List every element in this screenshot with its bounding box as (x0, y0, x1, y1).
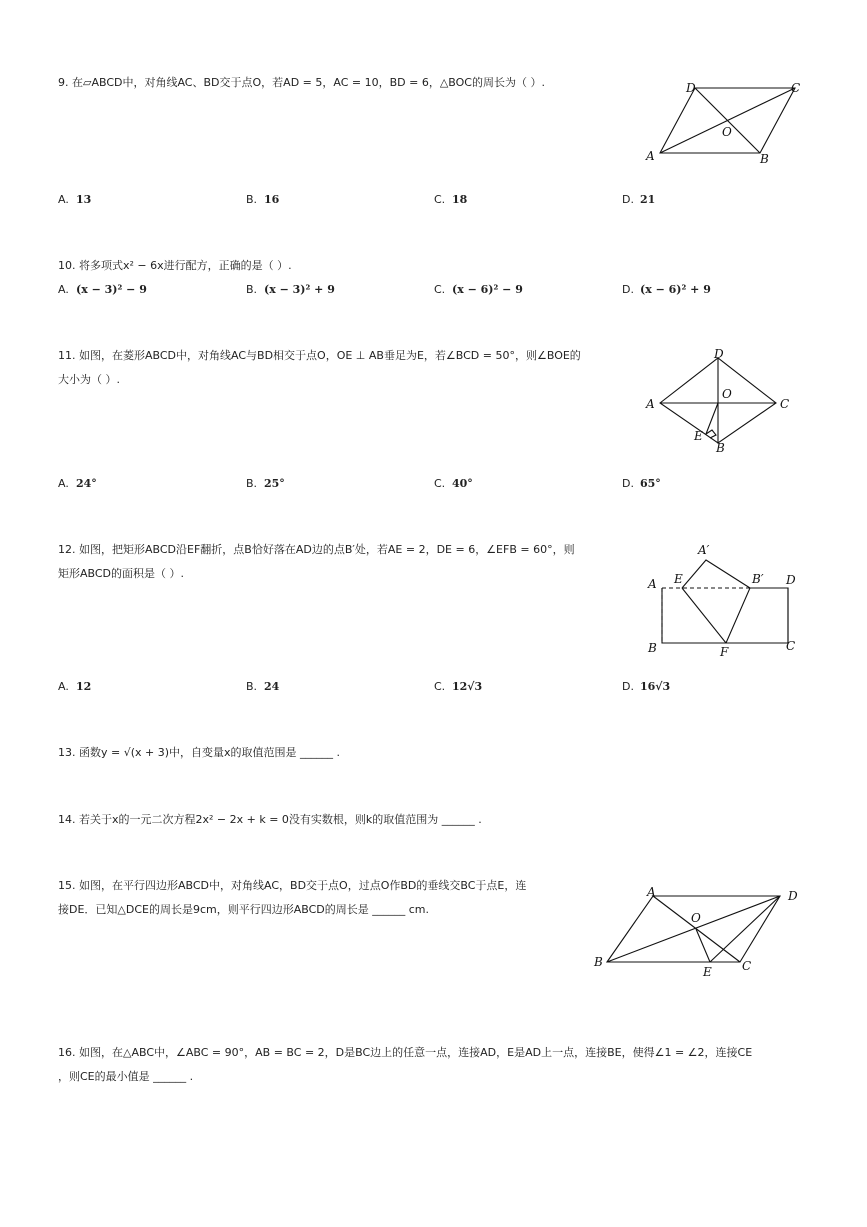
fig15-label-d: D (788, 889, 798, 903)
fig15-label-e: E (703, 965, 712, 979)
fig15-label-a: A (647, 885, 656, 899)
fig12-label-a: A (648, 577, 657, 591)
fig11-label-c: C (780, 397, 790, 411)
q11-option-c[interactable]: C. 40° (434, 477, 473, 490)
q10-option-d[interactable]: D. (x − 6)² + 9 (622, 283, 711, 296)
fig9-label-o: O (722, 125, 732, 139)
fig12-label-e: E (674, 572, 683, 586)
fig9-label-c: C (791, 81, 801, 95)
fig11-label-e: E (694, 429, 703, 443)
fig11-label-o: O (722, 387, 732, 401)
fig12-label-d: D (786, 573, 796, 587)
question-12-text-line1: 12. 如图，把矩形ABCD沿EF翻折，点B恰好落在AD边的点B′处，若AE = 2，DE = 6，∠EFB = 60°，则 (58, 543, 575, 556)
fig12-label-a-prime: A′ (698, 543, 710, 557)
q9-option-d[interactable]: D. 21 (622, 193, 656, 206)
fig12-label-b-prime: B′ (752, 572, 764, 586)
question-15-text-line1: 15. 如图，在平行四边形ABCD中，对角线AC，BD交于点O，过点O作BD的垂线交BC于点E，连 (58, 879, 527, 892)
q11-option-a[interactable]: A. 24° (58, 477, 97, 490)
question-11-text-line1: 11. 如图，在菱形ABCD中，对角线AC与BD相交于点O，OE ⊥ AB垂足为E，若∠BCD = 50°，则∠BOE的 (58, 349, 581, 362)
question-15-text-line2: 接DE．已知△DCE的周长是9cm，则平行四边形ABCD的周长是 ______ cm. (58, 903, 430, 916)
q11-option-b[interactable]: B. 25° (246, 477, 285, 490)
question-11-figure (640, 348, 815, 458)
question-12-figure (640, 540, 815, 660)
fig9-label-b: B (760, 152, 769, 166)
fig11-label-b: B (716, 441, 725, 455)
fig11-label-a: A (646, 397, 655, 411)
q9-option-c[interactable]: C. 18 (434, 193, 468, 206)
fig12-label-f: F (720, 645, 729, 659)
fig12-label-c: C (786, 639, 796, 653)
q10-option-a[interactable]: A. (x − 3)² − 9 (58, 283, 147, 296)
fig9-label-a: A (646, 149, 655, 163)
q11-option-d[interactable]: D. 65° (622, 477, 661, 490)
question-14-text: 14. 若关于x的一元二次方程2x² − 2x + k = 0没有实数根，则k的取值范围为 ______ . (58, 813, 482, 826)
q12-option-a[interactable]: A. 12 (58, 680, 92, 693)
fig15-label-b: B (594, 955, 603, 969)
q10-option-c[interactable]: C. (x − 6)² − 9 (434, 283, 523, 296)
question-16-text-line1: 16. 如图，在△ABC中，∠ABC = 90°，AB = BC = 2，D是BC边上的任意一点，连接AD，E是AD上一点，连接BE，使得∠1 = ∠2，连接CE (58, 1046, 753, 1059)
question-9-text: 9. 在▱ABCD中，对角线AC、BD交于点O，若AD = 5，AC = 10，BD = 6，△BOC的周长为（ ）. (58, 76, 545, 89)
fig15-label-c: C (742, 959, 752, 973)
q12-option-b[interactable]: B. 24 (246, 680, 280, 693)
q9-option-a[interactable]: A. 13 (58, 193, 92, 206)
question-16-text-line2: ，则CE的最小值是 ______ . (58, 1070, 194, 1083)
q9-option-b[interactable]: B. 16 (246, 193, 280, 206)
question-15-figure (590, 880, 810, 980)
fig11-label-d: D (714, 347, 724, 361)
q12-option-c[interactable]: C. 12√3 (434, 680, 483, 693)
question-12-text-line2: 矩形ABCD的面积是（ ）. (58, 567, 185, 580)
question-9-figure (640, 78, 815, 168)
question-11-text-line2: 大小为（ ）. (58, 373, 120, 386)
question-13-text: 13. 函数y = √(x + 3)中，自变量x的取值范围是 ______ . (58, 746, 341, 759)
fig9-label-d: D (686, 81, 696, 95)
fig12-label-b: B (648, 641, 657, 655)
q10-option-b[interactable]: B. (x − 3)² + 9 (246, 283, 335, 296)
fig15-label-o: O (691, 911, 701, 925)
q12-option-d[interactable]: D. 16√3 (622, 680, 671, 693)
question-10-text: 10. 将多项式x² − 6x进行配方，正确的是（ ）. (58, 259, 292, 272)
